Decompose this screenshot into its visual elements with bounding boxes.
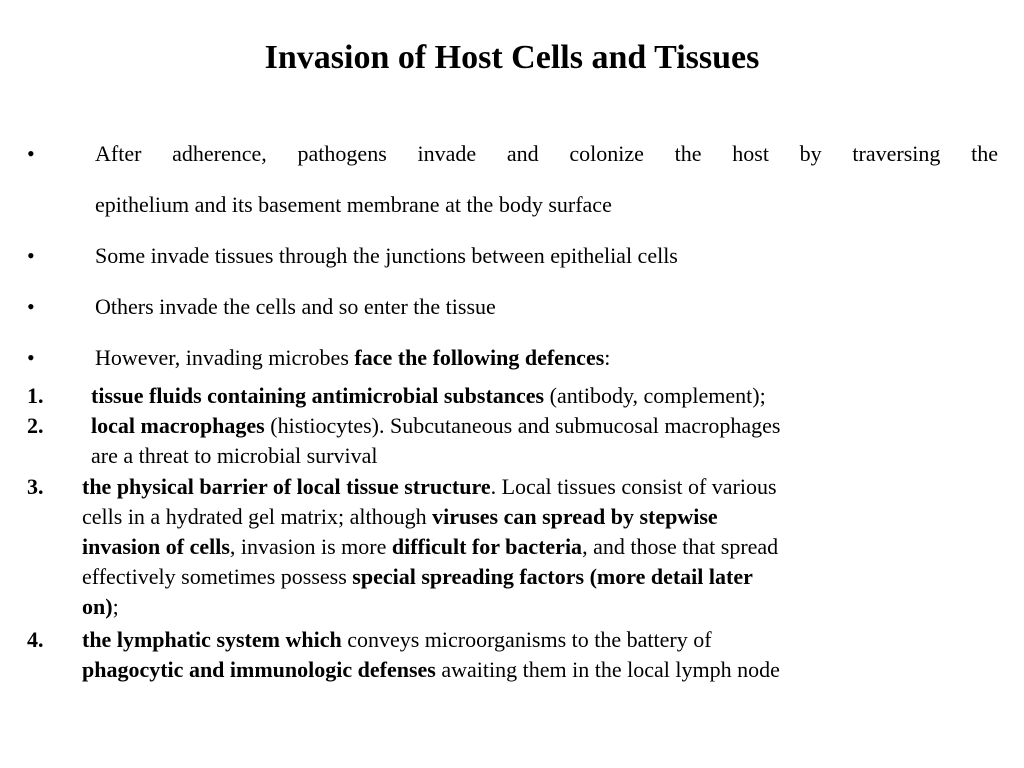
- item-number: 4.: [27, 627, 44, 652]
- bullet-marker: •: [27, 345, 35, 370]
- bullet-text-bold: face the following defences: [354, 345, 605, 370]
- item-regular-text: , and those that spread: [582, 534, 779, 559]
- slide-title: Invasion of Host Cells and Tissues: [264, 39, 760, 76]
- item-regular-text: cells in a hydrated gel matrix; although: [82, 504, 433, 529]
- item-regular-text: ;: [112, 594, 119, 619]
- bullet-marker: •: [27, 294, 35, 319]
- bullet-text: Others invade the cells and so enter the tissue: [95, 294, 496, 319]
- bullet-marker: •: [27, 141, 35, 166]
- bullet-text: Some invade tissues through the junctions between epithelial cells: [95, 243, 678, 268]
- item-bold-text: viruses can spread by stepwise: [432, 504, 718, 529]
- item-regular-text: (histiocytes). Subcutaneous and submucosal macrophages: [264, 413, 781, 438]
- item-bold-text: on): [82, 594, 113, 619]
- bullet-text-regular: However, invading microbes: [95, 345, 355, 370]
- bullet-text-regular: :: [604, 345, 611, 370]
- item-regular-text: effectively sometimes possess: [82, 564, 353, 589]
- item-bold-text: the physical barrier of local tissue structure: [82, 474, 491, 499]
- item-regular-text: are a threat to microbial survival: [91, 443, 378, 468]
- item-bold-text: the lymphatic system which: [82, 627, 342, 652]
- item-text: [82, 472, 778, 622]
- item-bold-text: tissue fluids containing antimicrobial substances: [91, 383, 545, 408]
- item-number: 1.: [27, 383, 44, 408]
- item-bold-text: difficult for bacteria: [391, 534, 583, 559]
- item-regular-text: . Local tissues consist of various: [490, 474, 777, 499]
- item-number: 3.: [27, 474, 44, 499]
- item-text: [91, 381, 766, 411]
- bullet-marker: •: [27, 243, 35, 268]
- item-number: 2.: [27, 413, 44, 438]
- item-regular-text: , invasion is more: [229, 534, 392, 559]
- bullet-text-line-2: epithelium and its basement membrane at the body surface: [95, 192, 612, 217]
- bullet-text: [95, 345, 610, 371]
- item-text: [91, 411, 780, 471]
- item-regular-text: awaiting them in the local lymph node: [435, 657, 780, 682]
- item-regular-text: conveys microorganisms to the battery of: [341, 627, 712, 652]
- item-text: [82, 625, 780, 685]
- item-bold-text: invasion of cells: [82, 534, 230, 559]
- item-bold-text: special spreading factors (more detail later: [352, 564, 753, 589]
- bullet-text-line-1: After adherence, pathogens invade and colonize the host by traversing the: [95, 141, 998, 166]
- item-bold-text: phagocytic and immunologic defenses: [82, 657, 436, 682]
- item-bold-text: local macrophages: [91, 413, 265, 438]
- item-regular-text: (antibody, complement);: [544, 383, 766, 408]
